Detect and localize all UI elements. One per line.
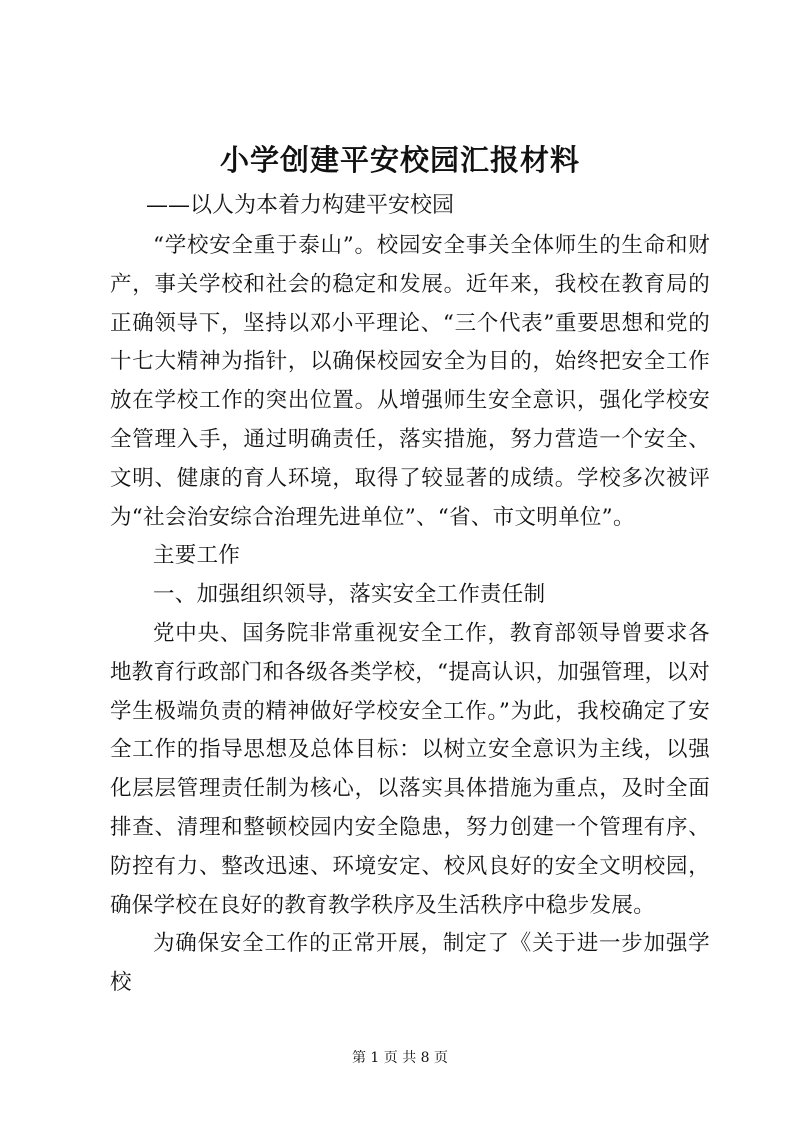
document-subtitle: ——以人为本着力构建平安校园 (146, 193, 455, 218)
section-heading-1: 一、加强组织领导，落实安全工作责任制 (153, 582, 546, 608)
document-body (110, 227, 710, 1003)
paragraph-section-1: 党中央、国务院非常重视安全工作，教育部领导曾要求各地教育行政部门和各级各类学校，“提高认识，加强管理，以对学生极端负责的精神做好学校安全工作。”为此，我校确定了安全工作的指导思想及总体目标：以树立安全意识为主线，以强化层层管理责任制为核心，以落实具体措施为重点，及时全面排查、清理和整顿校园内安全隐患，努力创建一个管理有序、防控有力、整改迅速、环境安定、校风良好的安全文明校园，确保学校在良好的教育教学秩序及生活秩序中稳步发展。 (110, 620, 710, 918)
page-number-footer: 第 1 页 共 8 页 (351, 1050, 449, 1066)
document-title: 小学创建平安校园汇报材料 (219, 143, 580, 177)
section-heading-main-work: 主要工作 (153, 543, 241, 569)
paragraph-intro: “学校安全重于泰山”。校园安全事关全体师生的生命和财产，事关学校和社会的稳定和发展。近年来，我校在教育局的正确领导下，坚持以邓小平理论、“三个代表”重要思想和党的十七大精神为指针，以确保校园安全为目的，始终把安全工作放在学校工作的突出位置。从增强师生安全意识，强化学校安全管理入手，通过明确责任，落实措施，努力营造一个安全、文明、健康的育人环境，取得了较显著的成绩。学校多次被评为“社会治安综合治理先进单位”、“省、市文明单位”。 (110, 233, 710, 530)
paragraph-continued: 为确保安全工作的正常开展，制定了《关于进一步加强学校 (110, 931, 710, 996)
